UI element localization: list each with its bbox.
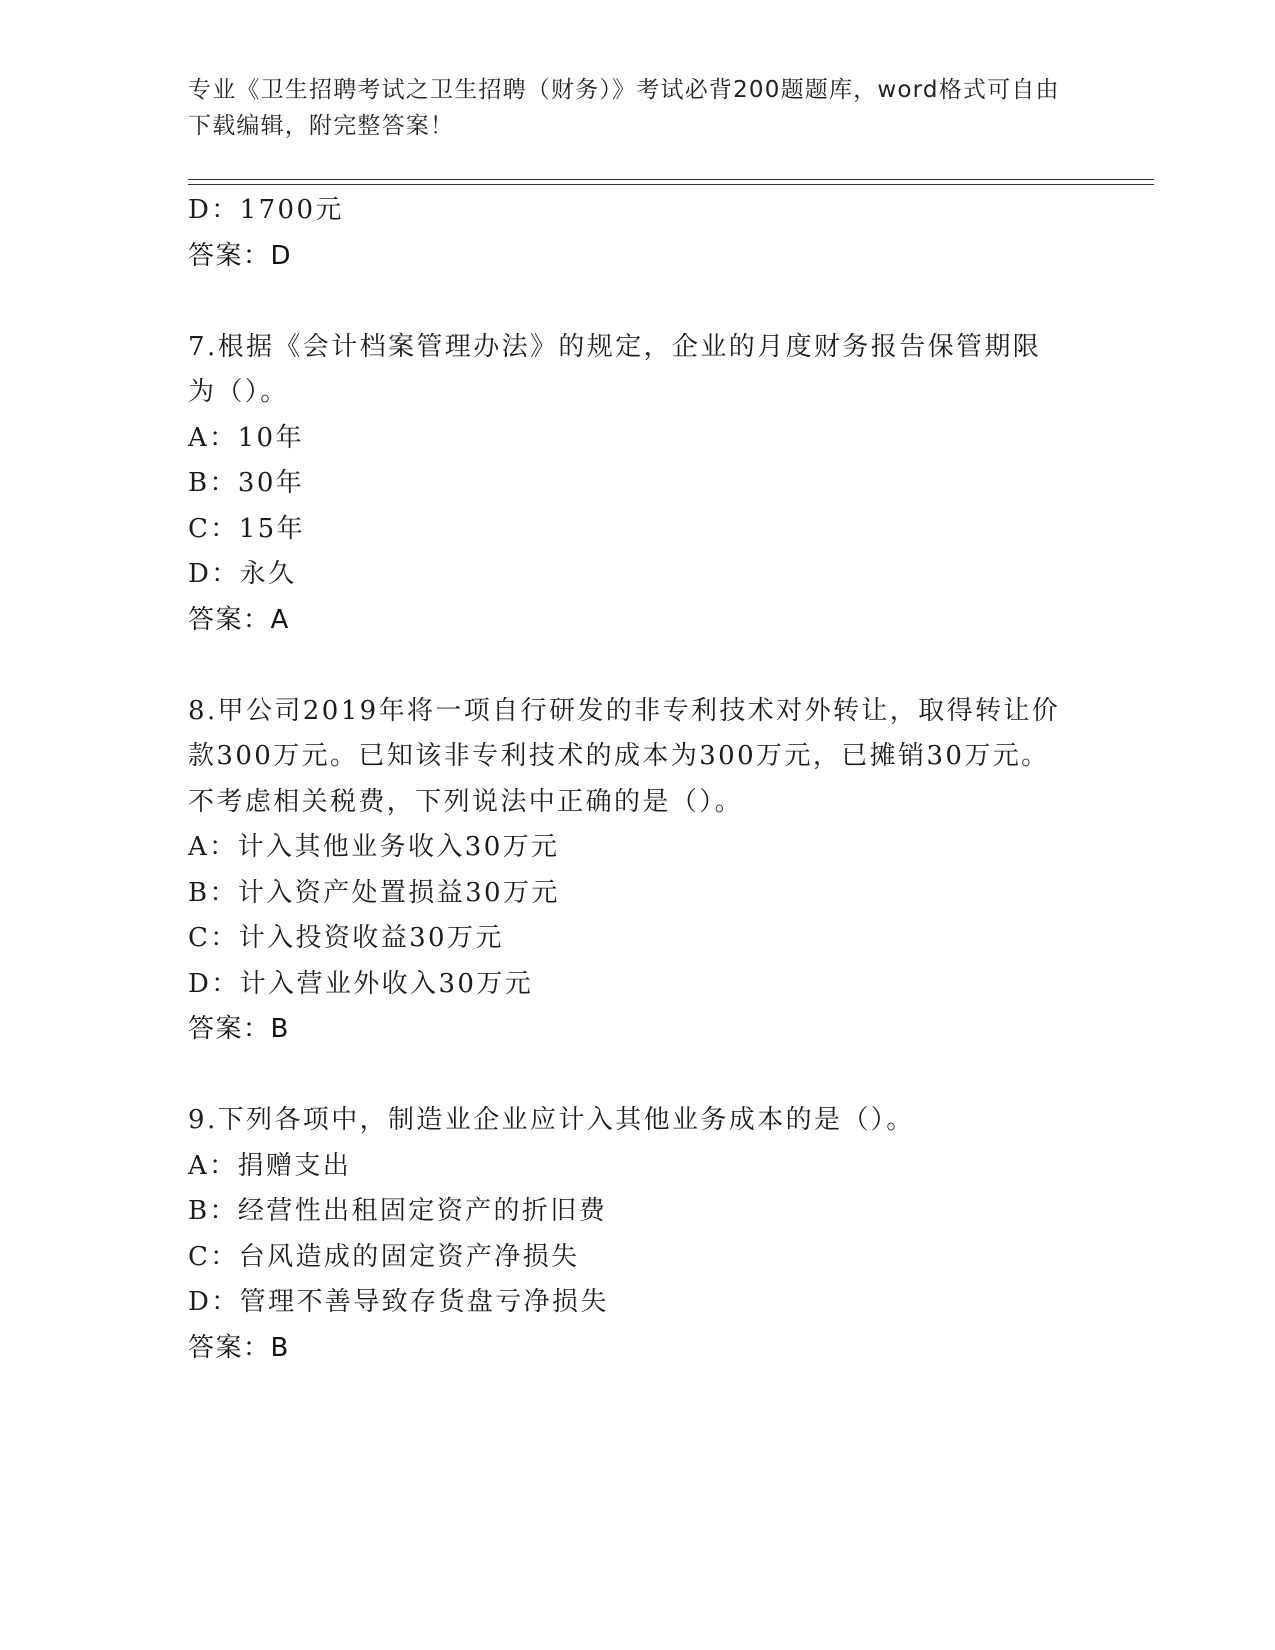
- option-c: C：台风造成的固定资产净损失: [188, 1241, 580, 1272]
- option-d: D：1700元: [188, 195, 344, 225]
- answer-line: 答案：B: [188, 1014, 290, 1044]
- option-d: D：永久: [188, 559, 297, 589]
- question-stem: 7.根据《会计档案管理办法》的规定，企业的月度财务报告保管期限: [188, 331, 1042, 362]
- spacer: [188, 1053, 1088, 1099]
- question-stem: 为（）。: [188, 377, 289, 407]
- option-b: B：经营性出租固定资产的折旧费: [188, 1196, 608, 1226]
- question-stem: 9.下列各项中，制造业企业应计入其他业务成本的是（）。: [188, 1105, 915, 1135]
- question-stem: 8.甲公司2019年将一项自行研发的非专利技术对外转让，取得转让价: [188, 695, 1061, 726]
- document-header: 专业《卫生招聘考试之卫生招聘（财务）》考试必背200题题库，word格式可自由下载编辑，附完整答案！: [188, 77, 1060, 139]
- spacer: [188, 279, 1088, 325]
- option-c: C：15年: [188, 513, 305, 544]
- answer-line: 答案：B: [188, 1332, 290, 1363]
- option-b: B：计入资产处置损益30万元: [188, 877, 560, 908]
- option-d: D：计入营业外收入30万元: [188, 968, 534, 999]
- option-c: C：计入投资收益30万元: [188, 923, 504, 953]
- option-a: A：计入其他业务收入30万元: [188, 832, 560, 862]
- question-stem: 款300万元。已知该非专利技术的成本为300万元，已摊销30万元。: [188, 741, 1050, 771]
- answer-line: 答案：D: [188, 240, 293, 271]
- header-divider-bottom: [188, 184, 1154, 185]
- spacer: [188, 643, 1088, 689]
- header-divider-top: [188, 179, 1154, 180]
- question-stem: 不考虑相关税费，下列说法中正确的是（）。: [188, 786, 744, 817]
- option-a: A：捐赠支出: [188, 1150, 352, 1181]
- question-list: [188, 188, 1088, 1371]
- option-d: D：管理不善导致存货盘亏净损失: [188, 1287, 609, 1317]
- option-b: B：30年: [188, 468, 305, 498]
- answer-line: 答案：A: [188, 604, 290, 635]
- option-a: A：10年: [188, 422, 304, 453]
